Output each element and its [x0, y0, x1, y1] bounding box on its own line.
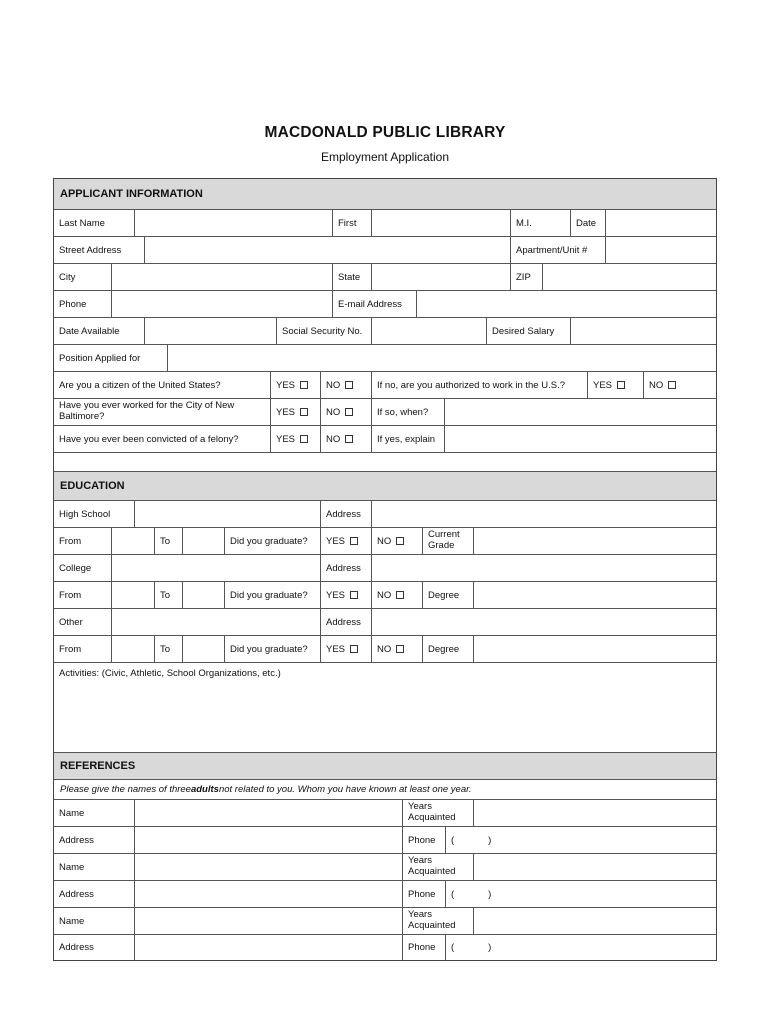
authorized-no[interactable]: [643, 372, 718, 398]
reference-phone-field[interactable]: [445, 935, 718, 960]
reference-3-address-row: [54, 935, 716, 960]
years-field[interactable]: [473, 854, 718, 880]
phone-label: Phone: [402, 935, 445, 960]
paren-close: ): [488, 888, 492, 900]
citizen-no[interactable]: [320, 372, 371, 398]
graduate-yes[interactable]: [320, 636, 371, 662]
position-row: [54, 345, 716, 372]
from-field[interactable]: [111, 636, 154, 662]
checkbox-icon[interactable]: [396, 591, 404, 599]
first-name-label: First: [332, 210, 371, 236]
zip-field[interactable]: [542, 264, 718, 290]
applicant-section-header: [54, 179, 716, 210]
date-available-field[interactable]: [144, 318, 276, 344]
date-field[interactable]: [605, 210, 718, 236]
city-label: City: [59, 271, 76, 283]
high-school-address-field[interactable]: [371, 501, 718, 527]
paren-open: (: [451, 942, 455, 953]
checkbox-icon[interactable]: [300, 381, 308, 389]
reference-address-field[interactable]: [134, 881, 402, 907]
name-row: [54, 210, 716, 237]
email-field[interactable]: [416, 291, 718, 317]
checkbox-icon[interactable]: [350, 537, 358, 545]
address-label: Address: [320, 501, 371, 527]
apartment-label: Apartment/Unit #: [510, 237, 605, 263]
date-label: Date: [570, 210, 605, 236]
citizen-yes[interactable]: [270, 372, 320, 398]
spacer-row: [54, 453, 716, 472]
ssn-label: Social Security No.: [276, 318, 371, 344]
form-subtitle: Employment Application: [320, 150, 450, 164]
other-address-field[interactable]: [371, 609, 718, 635]
felony-no[interactable]: [320, 426, 371, 452]
felony-yes[interactable]: [270, 426, 320, 452]
from-label: From: [59, 589, 82, 601]
graduate-yes[interactable]: [320, 528, 371, 554]
years-field[interactable]: [473, 908, 718, 934]
street-row: [54, 237, 716, 264]
felony-question: Have you ever been convicted of a felony?: [59, 433, 239, 445]
checkbox-icon[interactable]: [345, 435, 353, 443]
graduate-no[interactable]: [371, 528, 422, 554]
from-label: From: [59, 535, 82, 547]
paren-open: (: [451, 888, 455, 900]
mi-label: M.I.: [510, 210, 570, 236]
state-field[interactable]: [371, 264, 510, 290]
authorized-question: If no, are you authorized to work in the U.S.?: [371, 372, 587, 398]
reference-2-name-row: [54, 854, 716, 881]
yes-label: YES: [276, 379, 296, 391]
graduate-label: Did you graduate?: [224, 636, 320, 662]
zip-label: ZIP: [510, 264, 542, 290]
paren-close: ): [488, 834, 492, 846]
worked-question: Have you ever worked for the City of New Baltimore?: [59, 400, 235, 422]
from-field[interactable]: [111, 582, 154, 608]
high-school-row: [54, 501, 716, 528]
explain-label: If yes, explain: [371, 426, 444, 452]
yes-label: YES: [276, 433, 296, 445]
reference-phone-field[interactable]: [445, 881, 718, 907]
checkbox-icon[interactable]: [300, 408, 308, 416]
salary-field[interactable]: [570, 318, 718, 344]
graduate-no[interactable]: [371, 582, 422, 608]
address-label: Address: [320, 609, 371, 635]
current-grade-label: Current Grade: [422, 528, 473, 554]
authorized-yes[interactable]: [587, 372, 643, 398]
to-label: To: [154, 582, 182, 608]
no-label: NO: [377, 535, 392, 547]
first-name-field[interactable]: [371, 210, 510, 236]
availability-row: [54, 318, 716, 345]
worked-yes[interactable]: [270, 399, 320, 425]
yes-label: YES: [593, 379, 613, 391]
references-note-row: [54, 780, 716, 800]
graduate-label: Did you graduate?: [224, 528, 320, 554]
degree-label: Degree: [422, 636, 473, 662]
street-field[interactable]: [144, 237, 510, 263]
position-field[interactable]: [167, 345, 718, 371]
section-title: EDUCATION: [60, 480, 125, 492]
reference-2-address-row: [54, 881, 716, 908]
reference-1-address-row: [54, 827, 716, 854]
years-label: Years Acquainted: [402, 800, 473, 826]
application-form: [53, 178, 717, 961]
checkbox-icon[interactable]: [345, 381, 353, 389]
phone-label: Phone: [402, 881, 445, 907]
current-grade-field[interactable]: [473, 528, 718, 554]
when-field[interactable]: [444, 399, 718, 425]
to-label: To: [154, 528, 182, 554]
street-label: Street Address: [59, 244, 122, 256]
section-title: REFERENCES: [60, 760, 136, 772]
graduate-no[interactable]: [371, 636, 422, 662]
activities-row: [54, 663, 716, 753]
name-label: Name: [59, 915, 85, 927]
city-row: [54, 264, 716, 291]
phone-label: Phone: [59, 298, 87, 310]
phone-row: [54, 291, 716, 318]
reference-1-name-row: [54, 800, 716, 827]
reference-name-field[interactable]: [134, 908, 402, 934]
college-dates-row: [54, 582, 716, 609]
other-row: [54, 609, 716, 636]
checkbox-icon[interactable]: [345, 408, 353, 416]
college-field[interactable]: [111, 555, 320, 581]
from-label: From: [59, 643, 82, 655]
citizen-question: Are you a citizen of the United States?: [59, 379, 221, 391]
address-label: Address: [59, 888, 94, 900]
other-label: Other: [59, 616, 83, 628]
position-label: Position Applied for: [59, 352, 141, 364]
checkbox-icon[interactable]: [396, 537, 404, 545]
reference-address-field[interactable]: [134, 827, 402, 853]
section-title: APPLICANT INFORMATION: [60, 188, 203, 200]
high-school-dates-row: [54, 528, 716, 555]
graduate-label: Did you graduate?: [224, 582, 320, 608]
when-label: If so, when?: [371, 399, 444, 425]
name-label: Name: [59, 807, 85, 819]
college-row: [54, 555, 716, 582]
address-label: Address: [59, 942, 94, 953]
high-school-label: High School: [59, 508, 111, 520]
citizen-row: [54, 372, 716, 399]
years-label: Years Acquainted: [402, 908, 473, 934]
to-field[interactable]: [182, 582, 224, 608]
no-label: NO: [377, 589, 392, 601]
apartment-field[interactable]: [605, 237, 718, 263]
address-label: Address: [320, 555, 371, 581]
date-available-label: Date Available: [59, 325, 120, 337]
checkbox-icon[interactable]: [668, 381, 676, 389]
from-field[interactable]: [111, 528, 154, 554]
high-school-field[interactable]: [134, 501, 320, 527]
checkbox-icon[interactable]: [300, 435, 308, 443]
felony-row: [54, 426, 716, 453]
paren-close: ): [488, 942, 492, 953]
reference-phone-field[interactable]: [445, 827, 718, 853]
last-name-label: Last Name: [59, 217, 105, 229]
paren-open: (: [451, 834, 455, 846]
other-field[interactable]: [111, 609, 320, 635]
city-field[interactable]: [111, 264, 332, 290]
address-label: Address: [59, 834, 94, 846]
salary-label: Desired Salary: [486, 318, 570, 344]
education-section-header: [54, 472, 716, 501]
reference-name-field[interactable]: [134, 854, 402, 880]
other-dates-row: [54, 636, 716, 663]
activities-field[interactable]: Activities: (Civic, Athletic, School Organizations, etc.): [59, 668, 281, 679]
yes-label: YES: [276, 406, 296, 418]
name-label: Name: [59, 861, 85, 873]
worked-no[interactable]: [320, 399, 371, 425]
references-section-header: [54, 753, 716, 780]
checkbox-icon[interactable]: [350, 645, 358, 653]
years-label: Years Acquainted: [402, 854, 473, 880]
degree-field[interactable]: [473, 582, 718, 608]
degree-field[interactable]: [473, 636, 718, 662]
no-label: NO: [326, 433, 341, 445]
phone-label: Phone: [402, 827, 445, 853]
references-note: Please give the names of three adults not related to you. Whom you have known at least one year.: [60, 784, 472, 795]
no-label: NO: [377, 643, 392, 655]
reference-name-field[interactable]: [134, 800, 402, 826]
last-name-field[interactable]: [134, 210, 332, 236]
no-label: NO: [326, 406, 341, 418]
yes-label: YES: [326, 643, 346, 655]
college-address-field[interactable]: [371, 555, 718, 581]
to-field[interactable]: [182, 528, 224, 554]
to-label: To: [154, 636, 182, 662]
checkbox-icon[interactable]: [350, 591, 358, 599]
to-field[interactable]: [182, 636, 224, 662]
ssn-field[interactable]: [371, 318, 486, 344]
form-title: MACDONALD PUBLIC LIBRARY: [264, 124, 506, 141]
yes-label: YES: [326, 589, 346, 601]
state-label: State: [332, 264, 371, 290]
email-label: E-mail Address: [332, 291, 416, 317]
checkbox-icon[interactable]: [396, 645, 404, 653]
yes-label: YES: [326, 535, 346, 547]
phone-field[interactable]: [111, 291, 332, 317]
years-field[interactable]: [473, 800, 718, 826]
degree-label: Degree: [422, 582, 473, 608]
worked-row: [54, 399, 716, 426]
no-label: NO: [326, 379, 341, 391]
no-label: NO: [649, 379, 664, 391]
college-label: College: [59, 562, 92, 574]
reference-3-name-row: [54, 908, 716, 935]
explain-field[interactable]: [444, 426, 718, 452]
reference-address-field[interactable]: [134, 935, 402, 960]
checkbox-icon[interactable]: [617, 381, 625, 389]
graduate-yes[interactable]: [320, 582, 371, 608]
